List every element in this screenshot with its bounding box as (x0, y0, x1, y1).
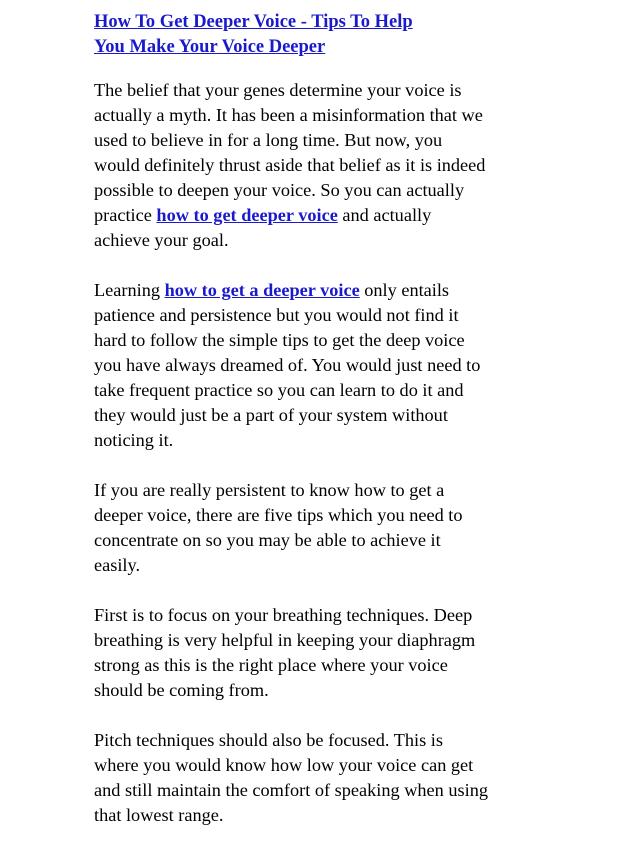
text-line: strong as this is the right place where your voice (94, 655, 448, 675)
text-line: If you are really persistent to know how to get a (94, 480, 445, 500)
text-line: where you would know how low your voice can get (94, 755, 474, 775)
text-line: used to believe in for a long time. But now, you (94, 130, 443, 150)
paragraph (94, 728, 554, 828)
article-title-link[interactable] (94, 10, 554, 60)
text-line: noticing it. (94, 430, 174, 450)
text-line: you have always dreamed of. You would just need to (94, 355, 481, 375)
text-line: and still maintain the comfort of speaking when using (94, 780, 488, 800)
paragraph (94, 603, 554, 703)
text-line: achieve your goal. (94, 230, 229, 250)
paragraph (94, 78, 554, 253)
paragraph (94, 278, 554, 453)
paragraph (94, 478, 554, 578)
text-segment: and actually (337, 205, 432, 225)
inline-link[interactable]: how to get a deeper voice (164, 280, 360, 300)
text-line: concentrate on so you may be able to achieve it (94, 530, 441, 550)
text-line: take frequent practice so you can learn to do it and (94, 380, 464, 400)
article-paragraphs (94, 78, 554, 828)
text-line: easily. (94, 555, 141, 575)
text-line: The belief that your genes determine your voice is (94, 80, 462, 100)
text-line: that lowest range. (94, 805, 224, 825)
text-segment: practice (94, 205, 157, 225)
text-line: possible to deepen your voice. So you can actually (94, 180, 465, 200)
text-line (94, 203, 554, 228)
text-line: would definitely thrust aside that belief as it is indeed (94, 155, 486, 175)
text-line: Pitch techniques should also be focused. This is (94, 730, 443, 750)
text-line: hard to follow the simple tips to get the deep voice (94, 330, 465, 350)
article-body (94, 10, 554, 853)
text-line: patience and persistence but you would not find it (94, 305, 459, 325)
text-line: actually a myth. It has been a misinformation that we (94, 105, 483, 125)
text-line (94, 278, 554, 303)
text-segment: Learning (94, 280, 165, 300)
text-segment: only entails (359, 280, 450, 300)
inline-link[interactable]: how to get deeper voice (156, 205, 338, 225)
text-line: breathing is very helpful in keeping your diaphragm (94, 630, 476, 650)
text-line: deeper voice, there are five tips which you need to (94, 505, 463, 525)
text-line: they would just be a part of your system without (94, 405, 448, 425)
title-line: You Make Your Voice Deeper (94, 37, 326, 57)
text-line: First is to focus on your breathing techniques. Deep (94, 605, 473, 625)
text-line: should be coming from. (94, 680, 269, 700)
title-line: How To Get Deeper Voice - Tips To Help (94, 12, 413, 32)
